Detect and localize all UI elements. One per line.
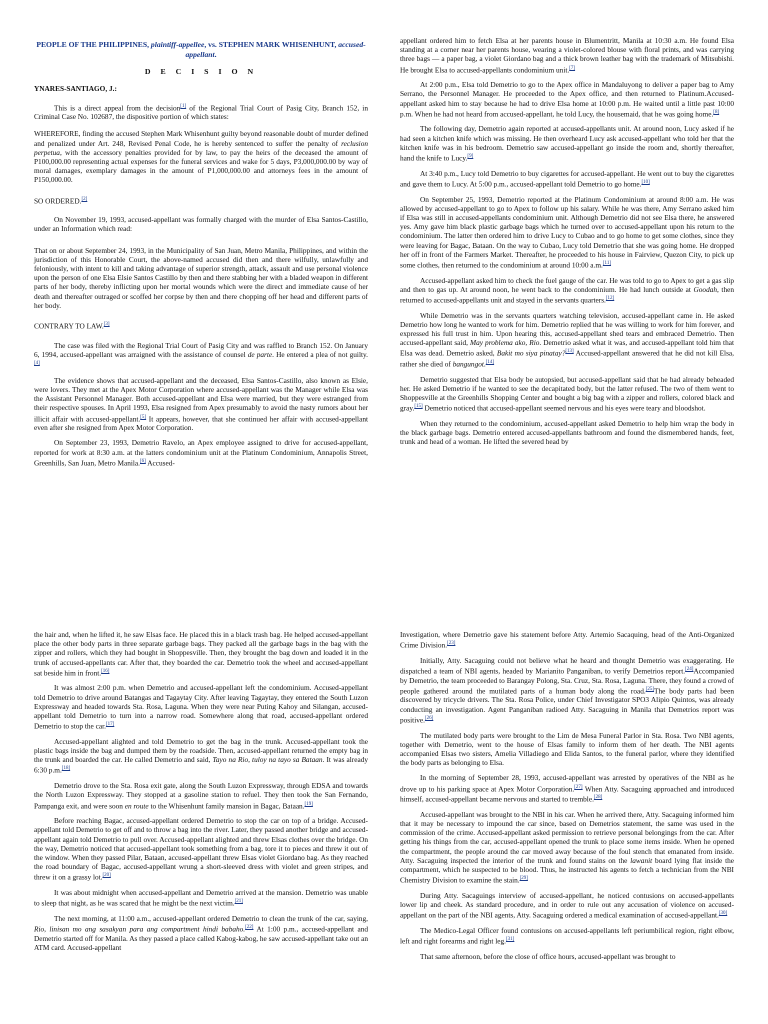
paragraph: appellant ordered him to fetch Elsa at her parents house in Blumentritt, Manila at 10:30 a.m. He found Elsa standing at a corner near her parents house, wearing a violet-colored blouse with floral prints, and was carrying three bags — a paper bag, a violet Giordano bag and a thick brown leather bag with the trademark of Mitsubishi. He brought Elsa to accused-appellants condominium unit.[7] bbox=[400, 36, 734, 75]
paragraph: At 2:00 p.m., Elsa told Demetrio to go to the Apex office in Mandaluyong to deliver a paper bag to Amy Serrano, the Personnel Manager. He proceeded to the Apex office, and then returned to Platinum.Accused-appellant asked him to stay because he had to drive Elsa home at 10:00 p.m. He waited until a little past 10:00 p.m. When he had not heard from accused-appellant, he told Lucy, the housemaid, that he was going home.[8] bbox=[400, 80, 734, 119]
footnote-link[interactable]: [2] bbox=[81, 196, 88, 202]
footnote-link[interactable]: [18] bbox=[61, 766, 71, 772]
caption-vs: , vs. STEPHEN MARK WHISENHUNT, bbox=[204, 40, 337, 49]
paragraph: Accused-appellant asked him to check the fuel gauge of the car. He was told to go to Apex to get a gas slip and then to gas up. At around noon, he went back to the condominium. He had lunch outside at Goodah, then returned to accused-appellants unit and stayed in the servants quarters.[12] bbox=[400, 275, 734, 305]
footnote-link[interactable]: [13] bbox=[565, 349, 574, 355]
paragraph: Investigation, where Demetrio gave his statement before Atty. Artemio Sacaquing, head of the Anti-Organized Crime Division.[23] bbox=[400, 630, 734, 650]
paragraph: The mutilated body parts were brought to the Lim de Mesa Funeral Parlor in Sta. Rosa. Two NBI agents, together with Demetrio, went to the house of Elsas family to inform them of her death. The NBI agents accompanied Elsas two sisters, Amelia Villadiego and Elida Santos, to the funeral parlor, where they identified the body parts as belonging to Elsa. bbox=[400, 730, 734, 768]
footnote-link[interactable]: [11] bbox=[602, 260, 612, 266]
column-bottom-right bbox=[400, 630, 734, 967]
footnote-link[interactable]: [14] bbox=[485, 360, 495, 366]
paragraph: Before reaching Bagac, accused-appellant ordered Demetrio to stop the car on top of a bridge. Accused-appellant told Demetrio to get off and to throw a bag into the river. Later, they passed another bridge and accused-appellant again told Demetrio to pull over. Accused-appellant alighted and threw Elsas clothes over the bridge. On the way, Demetrio noticed that accused-appellant took something from a bag, tore it to pieces and threw it out of the window. When they passed Pilar, Bataan, accused-appellant threw Elsas violet Giordano bag. As they reached the road boundary of Bagac, accused-appellant wrung a short-sleeved dress with violet and green stripes, and threw it on a grassy lot.[20] bbox=[34, 816, 368, 882]
paragraph: The following day, Demetrio again reported at accused-appellants unit. At around noon, Lucy asked if he had seen a kitchen knife which was missing. He then overheard Lucy ask accused-appellant who told her that the kitchen knife was in his bedroom. Demetrio saw accused-appellant go inside the room and, shortly thereafter, hand the knife to Lucy.[9] bbox=[400, 124, 734, 163]
footnote-link[interactable]: [8] bbox=[713, 109, 720, 115]
footnote-link[interactable]: [3] bbox=[103, 322, 110, 328]
footnote-link[interactable]: [25] bbox=[645, 686, 655, 692]
column-bottom-left bbox=[34, 630, 368, 958]
paragraph: On September 23, 1993, Demetrio Ravelo, an Apex employee assigned to drive for accused-appellant, reported for work at 8:30 a.m. at the latters condominium unit at the Platinum Condominium, Annapolis Street, Greenhills, San Juan, Metro Manila.[6] Accused- bbox=[34, 438, 368, 468]
footnote-link[interactable]: [12] bbox=[605, 295, 615, 301]
footnote-link[interactable]: [26] bbox=[424, 715, 434, 721]
paragraph: Initially, Atty. Sacaguing could not believe what he heard and thought Demetrio was exaggerating. He dispatched a team of NBI agents, headed by Marianito Panganiban, to verify Demetrios report.[24]Accompanied by Demetrio, the team proceeded to Barangay Polong, Sta. Cruz, Sta. Rosa, Laguna. There, they found a crowd of people gathered around the mutilated parts of a human body along the road.[25]The body parts had been discovered by tricycle drivers. The Sta. Rosa Police, under Chief Investigator SPO3 Alipio Quintos, was already conducting an investigation. Agent Panganiban radioed Atty. Sacaguing in Manila that Demetrios report was positive.[26] bbox=[400, 655, 734, 725]
footnote-link[interactable]: [31] bbox=[505, 937, 515, 943]
footnote-link[interactable]: [1] bbox=[180, 103, 187, 109]
ponente: YNARES-SANTIAGO, J.: bbox=[34, 84, 117, 94]
footnote-link[interactable]: [27] bbox=[574, 784, 583, 790]
paragraph: It was about midnight when accused-appellant and Demetrio arrived at the mansion. Demetrio was unable to sleep that night, as he was scared that he might be the next victim.[21] bbox=[34, 887, 368, 908]
paragraph: At 3:40 p.m., Lucy told Demetrio to buy cigarettes for accused-appellant. He went out to buy the cigarettes and gave them to Lucy. At 5:00 p.m., accused-appellant told Demetrio to go home.[10] bbox=[400, 168, 734, 189]
paragraph: When they returned to the condominium, accused-appellant asked Demetrio to help him wrap the body in the black garbage bags. Demetrio entered accused-appellants bathroom and found the dismembered hands, feet, trunk and head of a woman. He lifted the severed head by bbox=[400, 418, 734, 447]
page-separator bbox=[0, 602, 768, 626]
footnote-link[interactable]: [17] bbox=[105, 722, 115, 728]
footnote-link[interactable]: [15] bbox=[414, 404, 423, 410]
column-top-left bbox=[34, 40, 368, 473]
paragraph: In the morning of September 28, 1993, accused-appellant was arrested by operatives of the NBI as he drove up to his parking space at Apex Motor Corporation.[27] When Atty. Sacaguing approached and introduced himself, accused-appellant became nervous and started to tremble.[28] bbox=[400, 773, 734, 804]
footnote-link[interactable]: [16] bbox=[101, 668, 110, 674]
footnote-link[interactable]: [10] bbox=[641, 179, 650, 185]
decision-title: D E C I S I O N bbox=[144, 67, 258, 77]
document-page-bottom bbox=[0, 626, 768, 1024]
paragraph: That same afternoon, before the close of office hours, accused-appellant was brought to bbox=[420, 951, 676, 961]
case-caption: PEOPLE OF THE PHILIPPINES, plaintiff-appellee, vs. STEPHEN MARK WHISENHUNT, accused-appellant. bbox=[36, 40, 366, 59]
paragraph: Accused-appellant alighted and told Demetrio to get the bag in the trunk. Accused-appellant took the plastic bags inside the bag and dumped them by the roadside. Then, accused-appellant returned the empty bag in the trunk and boarded the car. He called Demetrio and said, Tayo na Rio, tuloy na tayo sa Bataan. It was already 6:30 p.m.[18] bbox=[34, 736, 369, 775]
blockquote: That on or about September 24, 1993, in the Municipality of San Juan, Metro Manila, Philippines, and within the jurisdiction of this Honorable Court, the above-named accused did then and there wilfully, unlawfully and feloniously, with intent to kill and taking advantage of superior strength, attack, assault and use personal violence upon the person of one Elsa Elsie Santos Castillo by then and there stabbing her with a bladed weapon in different parts of her body, thereby inflicting upon her mortal wounds which were the direct and immediate cause of her death and thereafter outraged or scoffed her corpse by then and there chopping off her head and different parts of her body. bbox=[34, 245, 368, 310]
paragraph: While Demetrio was in the servants quarters watching television, accused-appellant came in. He asked Demetrio how long he wanted to work for him. Demetrio replied that he was willing to work for him forever, and expressed his full trust in him. Upon hearing this, accused-appellant shed tears and embraced Demetrio. Then accused-appellant said, May problema ako, Rio. Demetrio asked what it was, and accused-appellant told him that Elsa was dead. Demetrio asked, Bakit mo siya pinatay?[13] Accused-appellant answered that he did not kill Elsa, rather she died of bangungot.[14] bbox=[400, 310, 734, 369]
footnote-link[interactable]: [23] bbox=[447, 641, 456, 647]
paragraph: The next morning, at 11:00 a.m., accused-appellant ordered Demetrio to clean the trunk of the car, saying, Rio, linisan mo ang sasakyan para ang compartment hindi babaho.[22] At 1:00 p.m., accused-appellant and Demetrio started off for Manila. As they passed a place called Kabog-kabog, he saw accused-appellant take out an ATM card. Accused-appellant bbox=[34, 913, 368, 952]
paragraph: It was almost 2:00 p.m. when Demetrio and accused-appellant left the condominium. Accused-appellant told Demetrio to drive around Batangas and Tagaytay City. After leaving Tagaytay, they entered the South Luzon Expressway and headed towards Sta. Rosa, Laguna. When they were near Puting Kahoy and Silangan, accused-appellant told Demetrio to turn into a narrow road. Somewhere along that road, accused-appellant ordered Demetrio to stop the car.[17] bbox=[34, 683, 368, 731]
footnote-link[interactable]: [6] bbox=[140, 458, 146, 464]
caption-appellant: accused-appellant bbox=[185, 40, 366, 59]
contrary-to-law: CONTRARY TO LAW.[3] bbox=[34, 321, 110, 331]
paragraph: Accused-appellant was brought to the NBI in his car. When he arrived there, Atty. Sacaguing informed him that it may be necessary to impound the car since, based on Demetrios statement, the same was used in the commission of the crime. Accused-appellant asked permission to retrieve personal belongings from the car. After getting his things from the car, accused-appellant opened the trunk to place some items inside. When he opened the compartment, the people around the car moved away because of the foul stench that emanated from inside. Atty. Sacaguing inspected the interior of the trunk and found stains on the lawanit board lying flat inside the compartment, which he suspected to be blood. Thus, he instructed his agents to fetch a technician from the NBI Chemistry Division to examine the stain.[29] bbox=[400, 809, 734, 885]
paragraph: This is a direct appeal from the decision[1] of the Regional Trial Court of Pasig City, Branch 152, in Criminal Case No. 102687, the dispositive portion of which states: bbox=[34, 103, 368, 122]
footnote-link[interactable]: [30] bbox=[718, 911, 728, 917]
footnote-link[interactable]: [4] bbox=[34, 361, 40, 367]
blockquote: WHEREFORE, finding the accused Stephen Mark Whisenhunt guilty beyond reasonable doubt of murder defined and penalized under Art. 248, Revised Penal Code, he is hereby sentenced to suffer the penalty of reclusion perpetua, with the accessory penalties provided for by law, to pay the heirs of the deceased the amount of P100,000.00 representing actual expenses for the funeral services and wake for 5 days, P3,000,000.00 by way of moral damages, exemplary damages in the amount of P1,000,000.00 and attorneys fees in the amount of P150,000.00. bbox=[34, 129, 368, 185]
column-top-right bbox=[400, 36, 734, 453]
paragraph: During Atty. Sacaguings interview of accused-appellant, he noticed contusions on accused-appellants lower lip and cheek. As standard procedure, and in order to rule out any accusation of violence on accused-appellant on the part of the NBI agents, Atty. Sacaguing ordered a medical examination of accused-appellant.[30] bbox=[400, 890, 734, 920]
so-ordered: SO ORDERED.[2] bbox=[34, 196, 88, 206]
paragraph: The Medico-Legal Officer found contusions on accused-appellants left periumbilical region, right elbow, left and right forearms and right leg.[31] bbox=[400, 925, 734, 946]
footnote-link[interactable]: [5] bbox=[140, 414, 147, 420]
paragraph: Demetrio drove to the Sta. Rosa exit gate, along the South Luzon Expressway, through EDSA and towards the North Luzon Expressway. They stopped at a gasoline station to refuel. They then took the San Fernando, Pampanga exit, and were soon en route to the Whisenhunt family mansion in Bagac, Bataan.[19] bbox=[34, 781, 368, 810]
paragraph: The evidence shows that accused-appellant and the deceased, Elsa Santos-Castillo, also known as Elsie, were lovers. They met at the Apex Motor Corporation where accused-appellant was the Manager while Elsa was the Assistant Personnel Manager. Both accused-appellant and Elsa were married, but they were estranged from their respective spouses. In April 1993, Elsa resigned from Apex presumably to avoid the nasty rumors about her illicit affair with accused-appellant.[5] It appears, however, that she continued her affair with accused-appellant even after she resigned from Apex Motor Corporation. bbox=[34, 375, 368, 433]
paragraph: Demetrio suggested that Elsa body be autopsied, but accused-appellant said that he had already beheaded her. He asked Demetrio if he wanted to see the decapitated body, but the latter refused. The two of them went to Shoppesville at the Greenhills Shopping Center and bought a big bag with a zipper and rollers, colored black and gray.[15] Demetrio noticed that accused-appellant seemed nervous and his eyes were teary and bloodshot. bbox=[400, 374, 734, 413]
footnote-link[interactable]: [20] bbox=[102, 873, 111, 879]
paragraph: On September 25, 1993, Demetrio reported at the Platinum Condominium at around 8:00 a.m. He was allowed by accused-appellant to go to Apex to follow up his salary. While he was there, Amy Serrano asked him if Elsa was still in accused-appellants condominium unit. Although Demetrio did not see Elsa there, he answered yes. Amy gave him black plastic garbage bags which he turned over to accused-appellant upon his return to the condominium. The latter then ordered him to drive Lucy to Cubao and to go home to get some clothes, since they were leaving for Bagac, Bataan. On the way to Cubao, Lucy told Demetrio that she was going home. He dropped her off in front of the Farmers Market. Thereafter, he proceeded to his house in Fairview, Quezon City, to pick up some clothes, then returned to the condominium at around 10:00 a.m.[11] bbox=[400, 194, 734, 270]
paragraph: the hair and, when he lifted it, he saw Elsas face. He placed this in a black trash bag. He helped accused-appellant place the other body parts in three separate garbage bags. They packed all the garbage bags in the bag with the zipper and rollers, which they had bought in Shoppesville. Then, they brought the bag down and loaded it in the trunk of accused-appellants car. After that, they boarded the car. Demetrio took the wheel and accused-appellant sat beside him in front.[16] bbox=[34, 630, 368, 678]
footnote-link[interactable]: [7] bbox=[569, 65, 576, 71]
footnote-link[interactable]: [24] bbox=[685, 667, 694, 673]
footnote-link[interactable]: [22] bbox=[245, 925, 254, 931]
footnote-link[interactable]: [29] bbox=[519, 876, 528, 882]
footnote-link[interactable]: [9] bbox=[467, 154, 474, 160]
caption-appellee: plaintiff-appellee bbox=[150, 40, 205, 49]
footnote-link[interactable]: [19] bbox=[304, 801, 313, 807]
footnote-link[interactable]: [28] bbox=[593, 795, 603, 801]
footnote-link[interactable]: [21] bbox=[234, 899, 243, 905]
paragraph: On November 19, 1993, accused-appellant was formally charged with the murder of Elsa Santos-Castillo, under an Information which read: bbox=[34, 215, 368, 234]
paragraph: The case was filed with the Regional Trial Court of Pasig City and was raffled to Branch 152. On January 6, 1994, accused-appellant was arraigned with the assistance of counsel de parte. He entered a plea of not guilty.[4] bbox=[34, 340, 368, 367]
caption-people: PEOPLE OF THE PHILIPPINES, bbox=[36, 40, 149, 49]
